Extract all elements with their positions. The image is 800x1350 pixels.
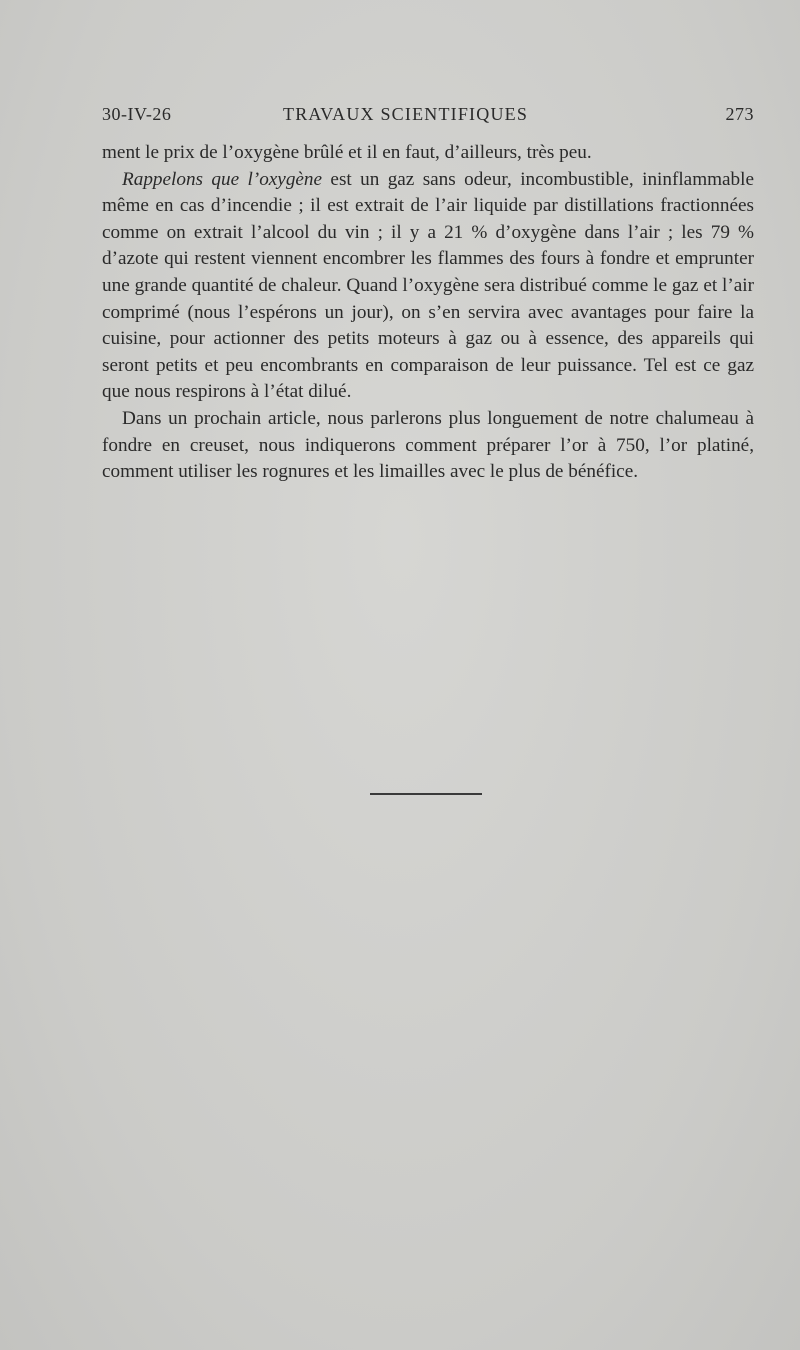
body-text: [102, 140, 754, 486]
paragraph-oxygen-emphasis: Rappelons que l’oxygène: [122, 168, 323, 190]
section-end-rule: [370, 793, 482, 795]
paragraph-next-article: Dans un prochain article, nous parlerons plus longuement de notre chalumeau à fondre en creuset, nous indiquerons comment préparer l’or à 750, l’or platiné, comment utiliser les rognures et les limailles avec le plus de bénéfice.: [102, 407, 754, 483]
header-date: 30-IV-26: [102, 104, 172, 124]
paragraph-continuation: ment le prix de l’oxygène brûlé et il en faut, d’ailleurs, très peu.: [102, 142, 592, 163]
paragraph-oxygen-text: est un gaz sans odeur, incombustible, ininflammable même en cas d’incendie ; il est extrait de l’air liquide par distillations fractionnées comme on extrait l’alcool du vin ; il y a 21 % d’oxygène dans l’air ; les 79 % d’azote qui restent viennent encombrer les flammes des fours à fondre et emprunter une grande quantité de chaleur. Quand l’oxygène sera distribué comme le gaz et l’air comprimé (nous l’espérons un jour), on s’en servira avec avantages pour faire la cuisine, pour actionner des petits moteurs à gaz ou à essence, des appareils qui seront petits et peu encombrants en comparaison de leur puissance. Tel est ce gaz que nous respirons à l’état dilué.: [102, 168, 755, 403]
header-title: TRAVAUX SCIENTIFIQUES: [283, 104, 529, 124]
running-header: [102, 104, 754, 134]
paragraph-oxygen: [102, 167, 754, 406]
page-number: 273: [725, 104, 754, 124]
